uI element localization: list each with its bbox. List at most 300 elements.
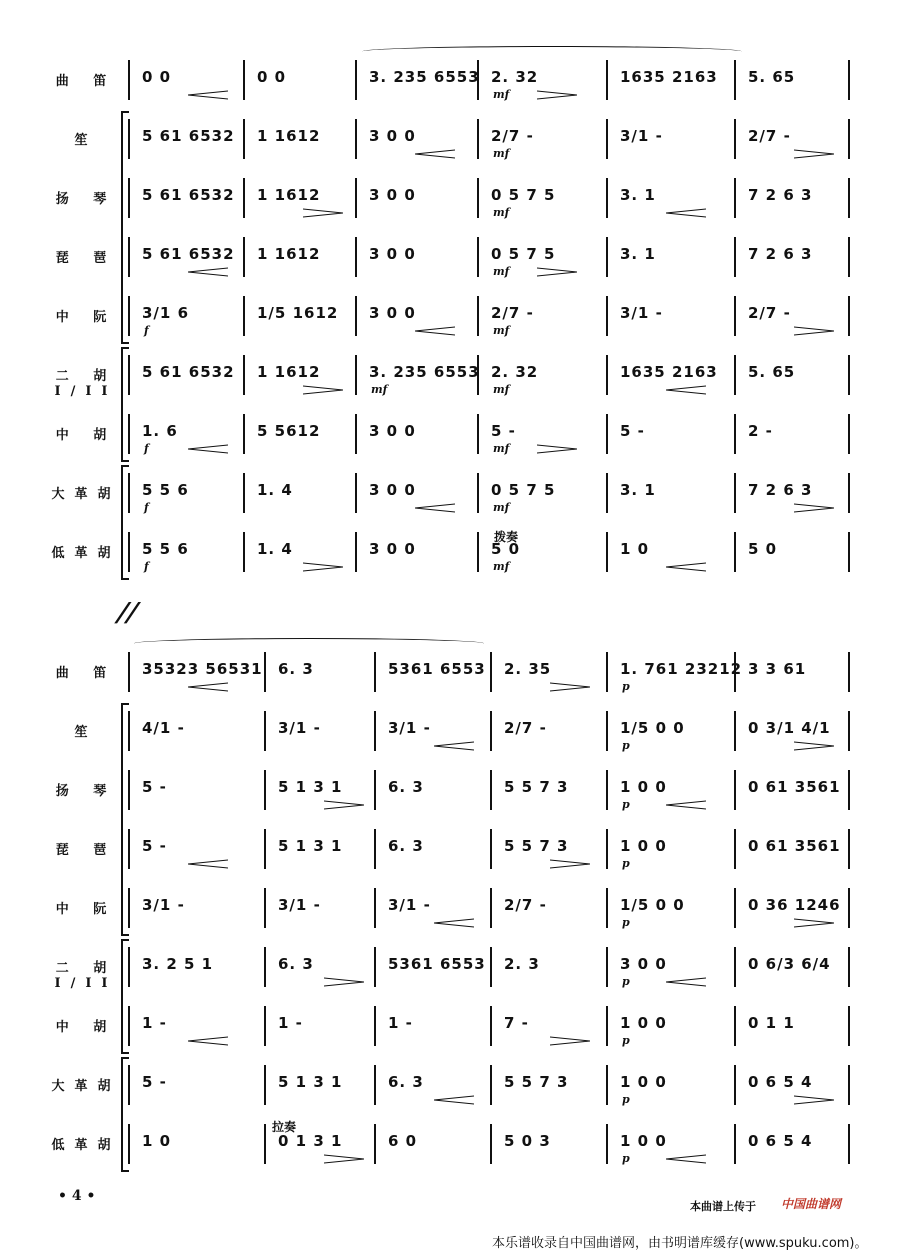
instrument-label: 笙 bbox=[74, 133, 98, 148]
measure-notes: 3/1 - bbox=[388, 896, 431, 914]
hairpin-mark bbox=[794, 503, 834, 513]
staff-row bbox=[0, 829, 901, 869]
measure-notes: 6. 3 bbox=[388, 778, 424, 796]
measure-notes: 6. 3 bbox=[278, 660, 314, 678]
barline bbox=[606, 119, 608, 159]
measure-notes: 0 6 5 4 bbox=[748, 1073, 813, 1091]
barline bbox=[734, 414, 736, 454]
hairpin-mark bbox=[188, 859, 228, 869]
measure-notes: 3/1 - bbox=[388, 719, 431, 737]
barline bbox=[848, 711, 850, 751]
barline bbox=[734, 473, 736, 513]
instrument-label: 琵 琶 bbox=[55, 251, 117, 266]
hairpin-mark bbox=[303, 385, 343, 395]
measure-notes: 7 2 6 3 bbox=[748, 481, 813, 499]
dynamic-mark: p bbox=[622, 1152, 630, 1165]
dynamic-mark: mf bbox=[493, 501, 510, 514]
barline bbox=[490, 770, 492, 810]
dynamic-mark: mf bbox=[493, 324, 510, 337]
measure-notes: 3. 235 6553 bbox=[369, 363, 480, 381]
hairpin-mark bbox=[188, 90, 228, 100]
barline bbox=[477, 237, 479, 277]
upload-note: 本曲谱上传于 bbox=[690, 1200, 756, 1213]
group-brace bbox=[121, 1057, 129, 1172]
measure-notes: 5 - bbox=[620, 422, 645, 440]
measure-notes: 3/1 - bbox=[620, 127, 663, 145]
barline bbox=[490, 888, 492, 928]
measure-notes: 5 - bbox=[491, 422, 516, 440]
measure-notes: 1 0 0 bbox=[620, 778, 667, 796]
system-separator-mark: // bbox=[112, 598, 143, 628]
staff-row bbox=[0, 947, 901, 991]
hairpin-mark bbox=[794, 741, 834, 751]
barline bbox=[848, 414, 850, 454]
barline bbox=[243, 178, 245, 218]
barline bbox=[128, 652, 130, 692]
hairpin-mark bbox=[794, 918, 834, 928]
barline bbox=[734, 1006, 736, 1046]
instrument-label: 中 胡 bbox=[55, 1020, 117, 1035]
measure-notes: 1 1612 bbox=[257, 363, 321, 381]
measure-notes: 5 61 6532 bbox=[142, 127, 235, 145]
barline bbox=[490, 1006, 492, 1046]
instrument-label: 曲 笛 bbox=[55, 666, 117, 681]
measure-notes: 5361 6553 bbox=[388, 660, 486, 678]
measure-notes: 5 0 bbox=[748, 540, 778, 558]
hairpin-mark bbox=[550, 859, 590, 869]
measure-notes: 35323 56531 bbox=[142, 660, 263, 678]
measure-notes: 1 0 0 bbox=[620, 1014, 667, 1032]
measure-notes: 5 5 7 3 bbox=[504, 837, 569, 855]
measure-notes: 3. 1 bbox=[620, 481, 656, 499]
barline bbox=[264, 711, 266, 751]
barline bbox=[848, 296, 850, 336]
barline bbox=[848, 1065, 850, 1105]
barline bbox=[606, 1124, 608, 1164]
hairpin-mark bbox=[666, 977, 706, 987]
group-brace bbox=[121, 703, 129, 936]
barline bbox=[128, 60, 130, 100]
measure-notes: 5. 65 bbox=[748, 68, 796, 86]
staff-row bbox=[0, 532, 901, 572]
measure-notes: 0 3/1 4/1 bbox=[748, 719, 831, 737]
barline bbox=[606, 829, 608, 869]
hairpin-mark bbox=[415, 149, 455, 159]
measure-notes: 3/1 - bbox=[278, 719, 321, 737]
measure-notes: 1635 2163 bbox=[620, 68, 718, 86]
barline bbox=[606, 532, 608, 572]
dynamic-mark: mf bbox=[493, 88, 510, 101]
measure-notes: 3 0 0 bbox=[369, 304, 416, 322]
barline bbox=[734, 1065, 736, 1105]
measure-notes: 2/7 - bbox=[504, 896, 547, 914]
measure-notes: 1/5 1612 bbox=[257, 304, 339, 322]
dynamic-mark: p bbox=[622, 1034, 630, 1047]
dynamic-mark: mf bbox=[493, 206, 510, 219]
barline bbox=[734, 296, 736, 336]
measure-notes: 2. 32 bbox=[491, 68, 539, 86]
dynamic-mark: mf bbox=[493, 147, 510, 160]
barline bbox=[477, 296, 479, 336]
instrument-label: 大革胡 bbox=[51, 1079, 121, 1094]
phrase-slur bbox=[134, 638, 484, 649]
hairpin-mark bbox=[666, 1154, 706, 1164]
dynamic-mark: p bbox=[622, 680, 630, 693]
measure-notes: 0 6 5 4 bbox=[748, 1132, 813, 1150]
barline bbox=[848, 947, 850, 987]
hairpin-mark bbox=[666, 562, 706, 572]
hairpin-mark bbox=[666, 800, 706, 810]
barline bbox=[848, 1006, 850, 1046]
hairpin-mark bbox=[794, 149, 834, 159]
measure-notes: 5 1 3 1 bbox=[278, 1073, 343, 1091]
measure-notes: 3 0 0 bbox=[369, 422, 416, 440]
barline bbox=[606, 178, 608, 218]
barline bbox=[848, 770, 850, 810]
measure-notes: 0 0 bbox=[257, 68, 287, 86]
barline bbox=[264, 1006, 266, 1046]
staff-row bbox=[0, 711, 901, 751]
technique-mark-arco: 拉奏 bbox=[272, 1120, 297, 1134]
measure-notes: 5 5612 bbox=[257, 422, 321, 440]
barline bbox=[490, 1124, 492, 1164]
barline bbox=[374, 1006, 376, 1046]
measure-notes: 5 5 7 3 bbox=[504, 1073, 569, 1091]
barline bbox=[606, 652, 608, 692]
barline bbox=[477, 532, 479, 572]
measure-notes: 0 5 7 5 bbox=[491, 481, 556, 499]
measure-notes: 3 3 61 bbox=[748, 660, 807, 678]
hairpin-mark bbox=[434, 918, 474, 928]
measure-notes: 5. 65 bbox=[748, 363, 796, 381]
barline bbox=[355, 355, 357, 395]
barline bbox=[734, 888, 736, 928]
dynamic-mark: mf bbox=[371, 383, 388, 396]
staff-row bbox=[0, 1065, 901, 1105]
barline bbox=[734, 60, 736, 100]
staff-row bbox=[0, 770, 901, 810]
measure-notes: 1. 6 bbox=[142, 422, 178, 440]
measure-notes: 5 - bbox=[142, 778, 167, 796]
measure-notes: 3/1 - bbox=[620, 304, 663, 322]
barline bbox=[734, 947, 736, 987]
dynamic-mark: p bbox=[622, 1093, 630, 1106]
measure-notes: 2/7 - bbox=[491, 304, 534, 322]
hairpin-mark bbox=[188, 682, 228, 692]
measure-notes: 3/1 6 bbox=[142, 304, 190, 322]
dynamic-mark: mf bbox=[493, 442, 510, 455]
measure-notes: 3. 1 bbox=[620, 245, 656, 263]
measure-notes: 3 0 0 bbox=[620, 955, 667, 973]
measure-notes: 5 0 3 bbox=[504, 1132, 551, 1150]
group-brace bbox=[121, 111, 129, 344]
measure-notes: 2. 35 bbox=[504, 660, 552, 678]
barline bbox=[243, 119, 245, 159]
measure-notes: 3 0 0 bbox=[369, 186, 416, 204]
dynamic-mark: p bbox=[622, 857, 630, 870]
instrument-label: 低革胡 bbox=[51, 1138, 121, 1153]
instrument-label: 扬 琴 bbox=[55, 192, 117, 207]
barline bbox=[477, 119, 479, 159]
barline bbox=[374, 1124, 376, 1164]
hairpin-mark bbox=[303, 208, 343, 218]
measure-notes: 3 0 0 bbox=[369, 127, 416, 145]
barline bbox=[606, 1006, 608, 1046]
hairpin-mark bbox=[415, 503, 455, 513]
instrument-label: 中 胡 bbox=[55, 428, 117, 443]
barline bbox=[355, 237, 357, 277]
hairpin-mark bbox=[666, 385, 706, 395]
barline bbox=[848, 60, 850, 100]
dynamic-mark: mf bbox=[493, 265, 510, 278]
hairpin-mark bbox=[303, 562, 343, 572]
barline bbox=[355, 532, 357, 572]
measure-notes: 1 - bbox=[278, 1014, 303, 1032]
instrument-label: 中 阮 bbox=[55, 902, 117, 917]
dynamic-mark: p bbox=[622, 975, 630, 988]
measure-notes: 5 1 3 1 bbox=[278, 778, 343, 796]
page-number: • 4 • bbox=[58, 1188, 96, 1204]
barline bbox=[264, 652, 266, 692]
barline bbox=[264, 1065, 266, 1105]
phrase-slur bbox=[362, 46, 742, 57]
barline bbox=[606, 711, 608, 751]
instrument-label: 大革胡 bbox=[51, 487, 121, 502]
measure-notes: 1 0 0 bbox=[620, 1132, 667, 1150]
barline bbox=[374, 829, 376, 869]
measure-notes: 1. 4 bbox=[257, 481, 293, 499]
barline bbox=[490, 1065, 492, 1105]
measure-notes: 0 0 bbox=[142, 68, 172, 86]
dynamic-mark: f bbox=[144, 501, 149, 514]
barline bbox=[264, 829, 266, 869]
measure-notes: 3/1 - bbox=[142, 896, 185, 914]
barline bbox=[264, 770, 266, 810]
measure-notes: 1 1612 bbox=[257, 245, 321, 263]
measure-notes: 1. 4 bbox=[257, 540, 293, 558]
hairpin-mark bbox=[188, 1036, 228, 1046]
measure-notes: 5 0 bbox=[491, 540, 521, 558]
measure-notes: 3. 235 6553 bbox=[369, 68, 480, 86]
hairpin-mark bbox=[188, 267, 228, 277]
instrument-label: 扬 琴 bbox=[55, 784, 117, 799]
measure-notes: 4/1 - bbox=[142, 719, 185, 737]
barline bbox=[355, 296, 357, 336]
staff-row bbox=[0, 296, 901, 336]
measure-notes: 5 1 3 1 bbox=[278, 837, 343, 855]
dynamic-mark: f bbox=[144, 324, 149, 337]
group-brace bbox=[121, 465, 129, 580]
measure-notes: 1. 761 23212 bbox=[620, 660, 743, 678]
barline bbox=[848, 829, 850, 869]
measure-notes: 5 - bbox=[142, 1073, 167, 1091]
dynamic-mark: mf bbox=[493, 383, 510, 396]
instrument-label: 低革胡 bbox=[51, 546, 121, 561]
hairpin-mark bbox=[324, 977, 364, 987]
barline bbox=[734, 711, 736, 751]
measure-notes: 0 1 1 bbox=[748, 1014, 795, 1032]
barline bbox=[490, 711, 492, 751]
measure-notes: 2/7 - bbox=[504, 719, 547, 737]
hairpin-mark bbox=[666, 208, 706, 218]
dynamic-mark: f bbox=[144, 442, 149, 455]
measure-notes: 5 61 6532 bbox=[142, 363, 235, 381]
hairpin-mark bbox=[324, 800, 364, 810]
group-brace bbox=[121, 347, 129, 462]
barline bbox=[243, 237, 245, 277]
measure-notes: 7 2 6 3 bbox=[748, 186, 813, 204]
barline bbox=[243, 296, 245, 336]
barline bbox=[606, 473, 608, 513]
barline bbox=[848, 473, 850, 513]
measure-notes: 6. 3 bbox=[278, 955, 314, 973]
measure-notes: 5 61 6532 bbox=[142, 186, 235, 204]
barline bbox=[477, 473, 479, 513]
hairpin-mark bbox=[434, 1095, 474, 1105]
barline bbox=[734, 178, 736, 218]
barline bbox=[606, 414, 608, 454]
barline bbox=[734, 829, 736, 869]
barline bbox=[243, 355, 245, 395]
barline bbox=[606, 1065, 608, 1105]
barline bbox=[848, 119, 850, 159]
barline bbox=[606, 60, 608, 100]
barline bbox=[355, 178, 357, 218]
barline bbox=[606, 296, 608, 336]
group-brace bbox=[121, 939, 129, 1054]
barline bbox=[374, 947, 376, 987]
dynamic-mark: p bbox=[622, 916, 630, 929]
barline bbox=[355, 60, 357, 100]
staff-row bbox=[0, 1006, 901, 1046]
site-logo: 中国曲谱网 bbox=[781, 1197, 842, 1211]
measure-notes: 5 - bbox=[142, 837, 167, 855]
barline bbox=[734, 532, 736, 572]
barline bbox=[606, 355, 608, 395]
barline bbox=[374, 888, 376, 928]
barline bbox=[848, 355, 850, 395]
barline bbox=[490, 652, 492, 692]
barline bbox=[606, 770, 608, 810]
measure-notes: 7 - bbox=[504, 1014, 529, 1032]
barline bbox=[243, 532, 245, 572]
measure-notes: 3 0 0 bbox=[369, 540, 416, 558]
measure-notes: 3. 1 bbox=[620, 186, 656, 204]
instrument-label: 笙 bbox=[74, 725, 98, 740]
measure-notes: 1/5 0 0 bbox=[620, 719, 685, 737]
measure-notes: 1 - bbox=[388, 1014, 413, 1032]
measure-notes: 0 61 3561 bbox=[748, 837, 841, 855]
staff-row bbox=[0, 652, 901, 692]
barline bbox=[243, 473, 245, 513]
barline bbox=[734, 119, 736, 159]
barline bbox=[477, 178, 479, 218]
barline bbox=[606, 888, 608, 928]
measure-notes: 1 0 0 bbox=[620, 837, 667, 855]
barline bbox=[243, 414, 245, 454]
instrument-label: 琵 琶 bbox=[55, 843, 117, 858]
barline bbox=[374, 770, 376, 810]
measure-notes: 1 0 0 bbox=[620, 1073, 667, 1091]
measure-notes: 1 - bbox=[142, 1014, 167, 1032]
measure-notes: 0 5 7 5 bbox=[491, 245, 556, 263]
barline bbox=[848, 652, 850, 692]
staff-row bbox=[0, 888, 901, 928]
measure-notes: 0 1 3 1 bbox=[278, 1132, 343, 1150]
measure-notes: 5361 6553 bbox=[388, 955, 486, 973]
measure-notes: 0 5 7 5 bbox=[491, 186, 556, 204]
measure-notes: 1 1612 bbox=[257, 186, 321, 204]
measure-notes: 5 5 7 3 bbox=[504, 778, 569, 796]
barline bbox=[490, 829, 492, 869]
barline bbox=[477, 414, 479, 454]
barline bbox=[355, 119, 357, 159]
barline bbox=[606, 947, 608, 987]
barline bbox=[374, 1065, 376, 1105]
measure-notes: 1 1612 bbox=[257, 127, 321, 145]
barline bbox=[243, 60, 245, 100]
measure-notes: 6. 3 bbox=[388, 1073, 424, 1091]
measure-notes: 6. 3 bbox=[388, 837, 424, 855]
staff-row bbox=[0, 119, 901, 159]
hairpin-mark bbox=[537, 444, 577, 454]
hairpin-mark bbox=[550, 682, 590, 692]
staff-row bbox=[0, 178, 901, 218]
measure-notes: 1635 2163 bbox=[620, 363, 718, 381]
measure-notes: 6 0 bbox=[388, 1132, 418, 1150]
hairpin-mark bbox=[537, 90, 577, 100]
instrument-label: 中 阮 bbox=[55, 310, 117, 325]
footer-credit: 本乐谱收录自中国曲谱网，由书明谱库缓存(www.spuku.com)。 bbox=[492, 1236, 868, 1251]
instrument-label: 二 胡 I/II bbox=[54, 369, 118, 399]
staff-row bbox=[0, 237, 901, 277]
measure-notes: 1 0 bbox=[620, 540, 650, 558]
measure-notes: 0 6/3 6/4 bbox=[748, 955, 831, 973]
barline bbox=[734, 770, 736, 810]
dynamic-mark: p bbox=[622, 739, 630, 752]
technique-mark-pizz: 拨奏 bbox=[494, 530, 519, 544]
hairpin-mark bbox=[794, 326, 834, 336]
measure-notes: 5 5 6 bbox=[142, 540, 189, 558]
dynamic-mark: mf bbox=[493, 560, 510, 573]
measure-notes: 2/7 - bbox=[748, 127, 791, 145]
barline bbox=[848, 532, 850, 572]
barline bbox=[264, 1124, 266, 1164]
measure-notes: 3 0 0 bbox=[369, 245, 416, 263]
dynamic-mark: f bbox=[144, 560, 149, 573]
barline bbox=[848, 888, 850, 928]
instrument-label: 曲 笛 bbox=[55, 74, 117, 89]
hairpin-mark bbox=[434, 741, 474, 751]
measure-notes: 5 5 6 bbox=[142, 481, 189, 499]
measure-notes: 2/7 - bbox=[748, 304, 791, 322]
measure-notes: 3 0 0 bbox=[369, 481, 416, 499]
hairpin-mark bbox=[537, 267, 577, 277]
barline bbox=[490, 947, 492, 987]
measure-notes: 0 61 3561 bbox=[748, 778, 841, 796]
barline bbox=[606, 237, 608, 277]
measure-notes: 0 36 1246 bbox=[748, 896, 841, 914]
hairpin-mark bbox=[415, 326, 455, 336]
measure-notes: 7 2 6 3 bbox=[748, 245, 813, 263]
staff-row bbox=[0, 60, 901, 100]
staff-row bbox=[0, 355, 901, 399]
hairpin-mark bbox=[550, 1036, 590, 1046]
barline bbox=[355, 473, 357, 513]
hairpin-mark bbox=[188, 444, 228, 454]
barline bbox=[734, 355, 736, 395]
instrument-label: 二 胡 I/II bbox=[54, 961, 118, 991]
